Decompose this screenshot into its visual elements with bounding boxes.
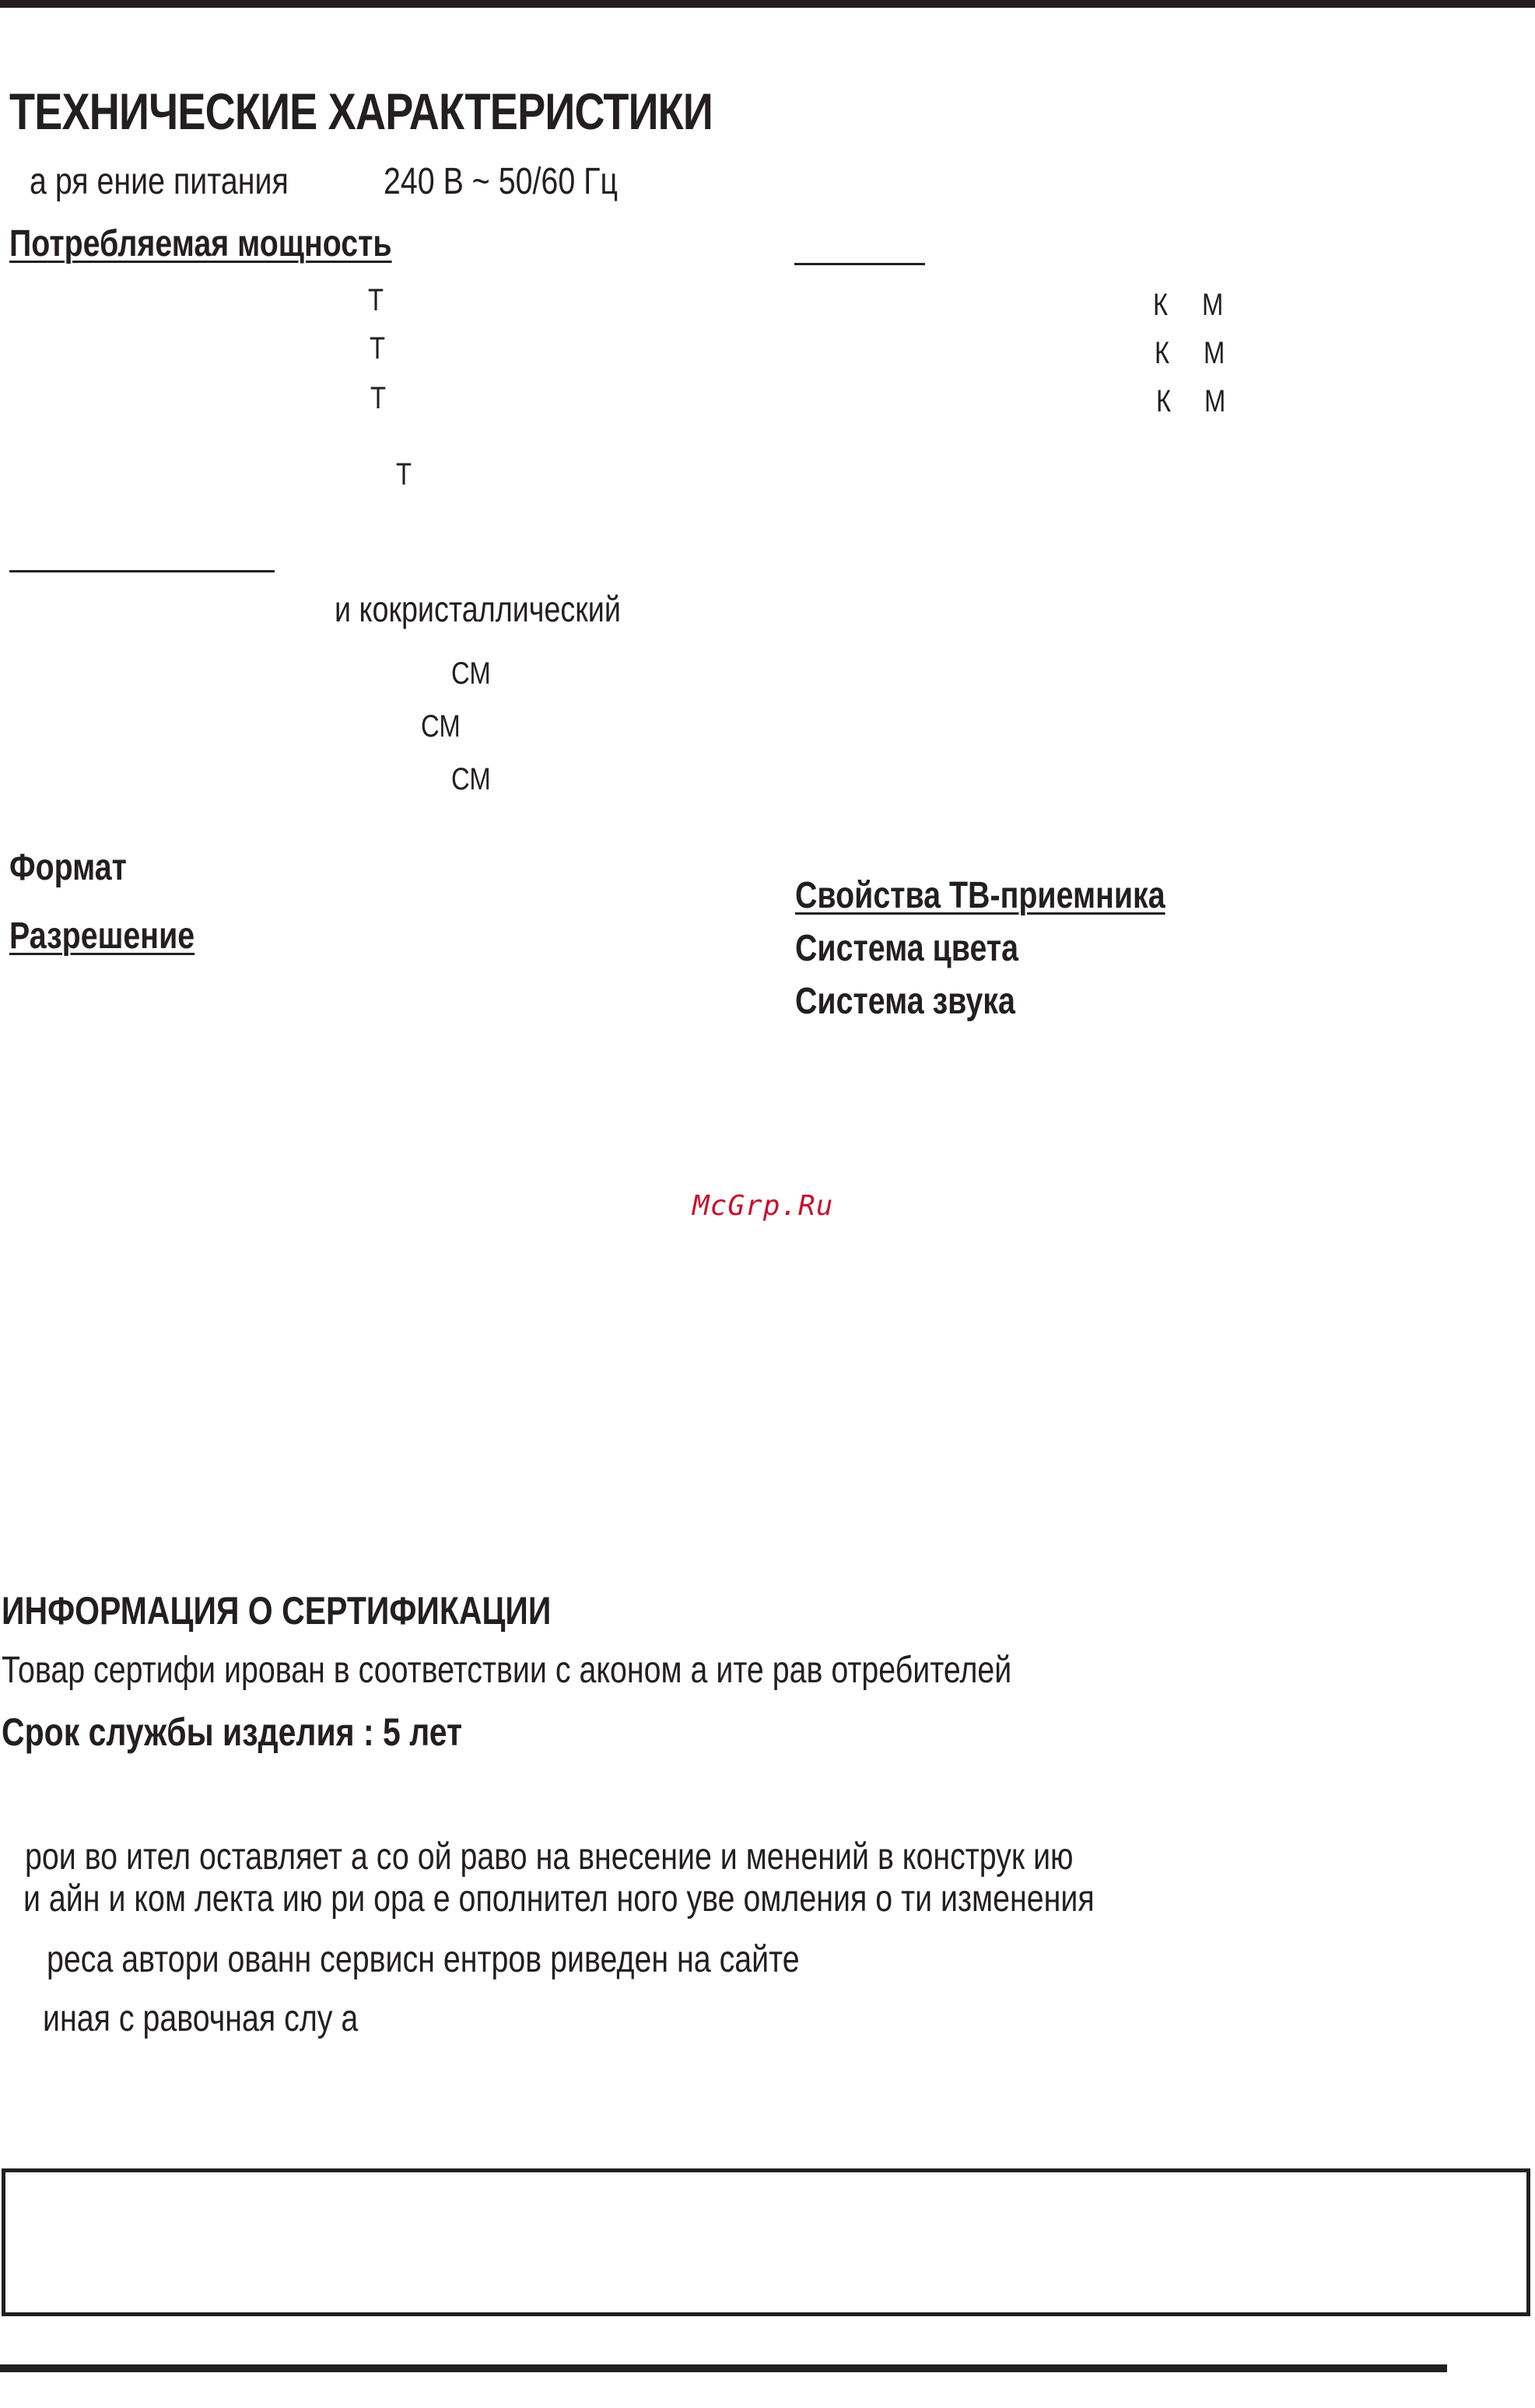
consumption-heading: Потребляемая мощность <box>9 223 392 264</box>
format-label: Формат <box>9 847 127 888</box>
panel-unit-1: СМ <box>451 656 491 691</box>
unit-m-3: М <box>1204 384 1226 418</box>
power-label: а ря ение питания <box>30 161 289 202</box>
tv-sound-system: Система звука <box>795 981 1015 1022</box>
notice-line-3: реса автори ованн сервисн ентров риведен на сайте <box>47 1939 800 1980</box>
power-value: 240 В ~ 50/60 Гц <box>384 161 619 202</box>
panel-rule <box>9 570 275 572</box>
tv-heading: Свойства ТВ-приемника <box>795 875 1165 916</box>
service-life: Срок службы изделия : 5 лет <box>2 1710 463 1754</box>
unit-m-1: М <box>1202 288 1224 322</box>
unit-k-1: К <box>1153 288 1169 322</box>
bottom-rule <box>0 2364 1447 2372</box>
resolution-label: Разрешение <box>9 915 195 957</box>
panel-unit-2: СМ <box>421 709 461 744</box>
panel-unit-3: СМ <box>451 762 491 796</box>
bottom-box <box>2 2168 1530 2316</box>
tv-color-system: Система цвета <box>795 928 1018 969</box>
unit-k-3: К <box>1156 384 1172 418</box>
consumption-row-1: Т <box>368 283 384 317</box>
unit-k-2: К <box>1155 336 1170 370</box>
notice-line-2: и айн и ком лекта ию ри ора е ополнител ного уве омления о ти изменения <box>23 1878 1095 1920</box>
watermark: McGrp.Ru <box>692 1190 834 1222</box>
right-short-rule <box>794 263 925 265</box>
notice-line-1: рои во ител оставляет а со ой раво на внесение и менений в конструк ию <box>25 1836 1074 1878</box>
panel-type: и кокристаллический <box>335 589 621 629</box>
notice-line-4: иная с равочная слу а <box>43 1998 359 2039</box>
certification-text: Товар сертифи ирован в соответствии с аконом а ите рав отребителей <box>2 1650 1012 1691</box>
consumption-row-3: Т <box>370 381 387 415</box>
top-rule <box>0 0 1535 8</box>
consumption-row-4: Т <box>396 457 412 492</box>
consumption-row-2: Т <box>370 331 386 366</box>
page-title: ТЕХНИЧЕСКИЕ ХАРАКТЕРИСТИКИ <box>9 82 713 140</box>
certification-heading: ИНФОРМАЦИЯ О СЕРТИФИКАЦИИ <box>2 1589 552 1633</box>
unit-m-2: М <box>1204 336 1225 370</box>
